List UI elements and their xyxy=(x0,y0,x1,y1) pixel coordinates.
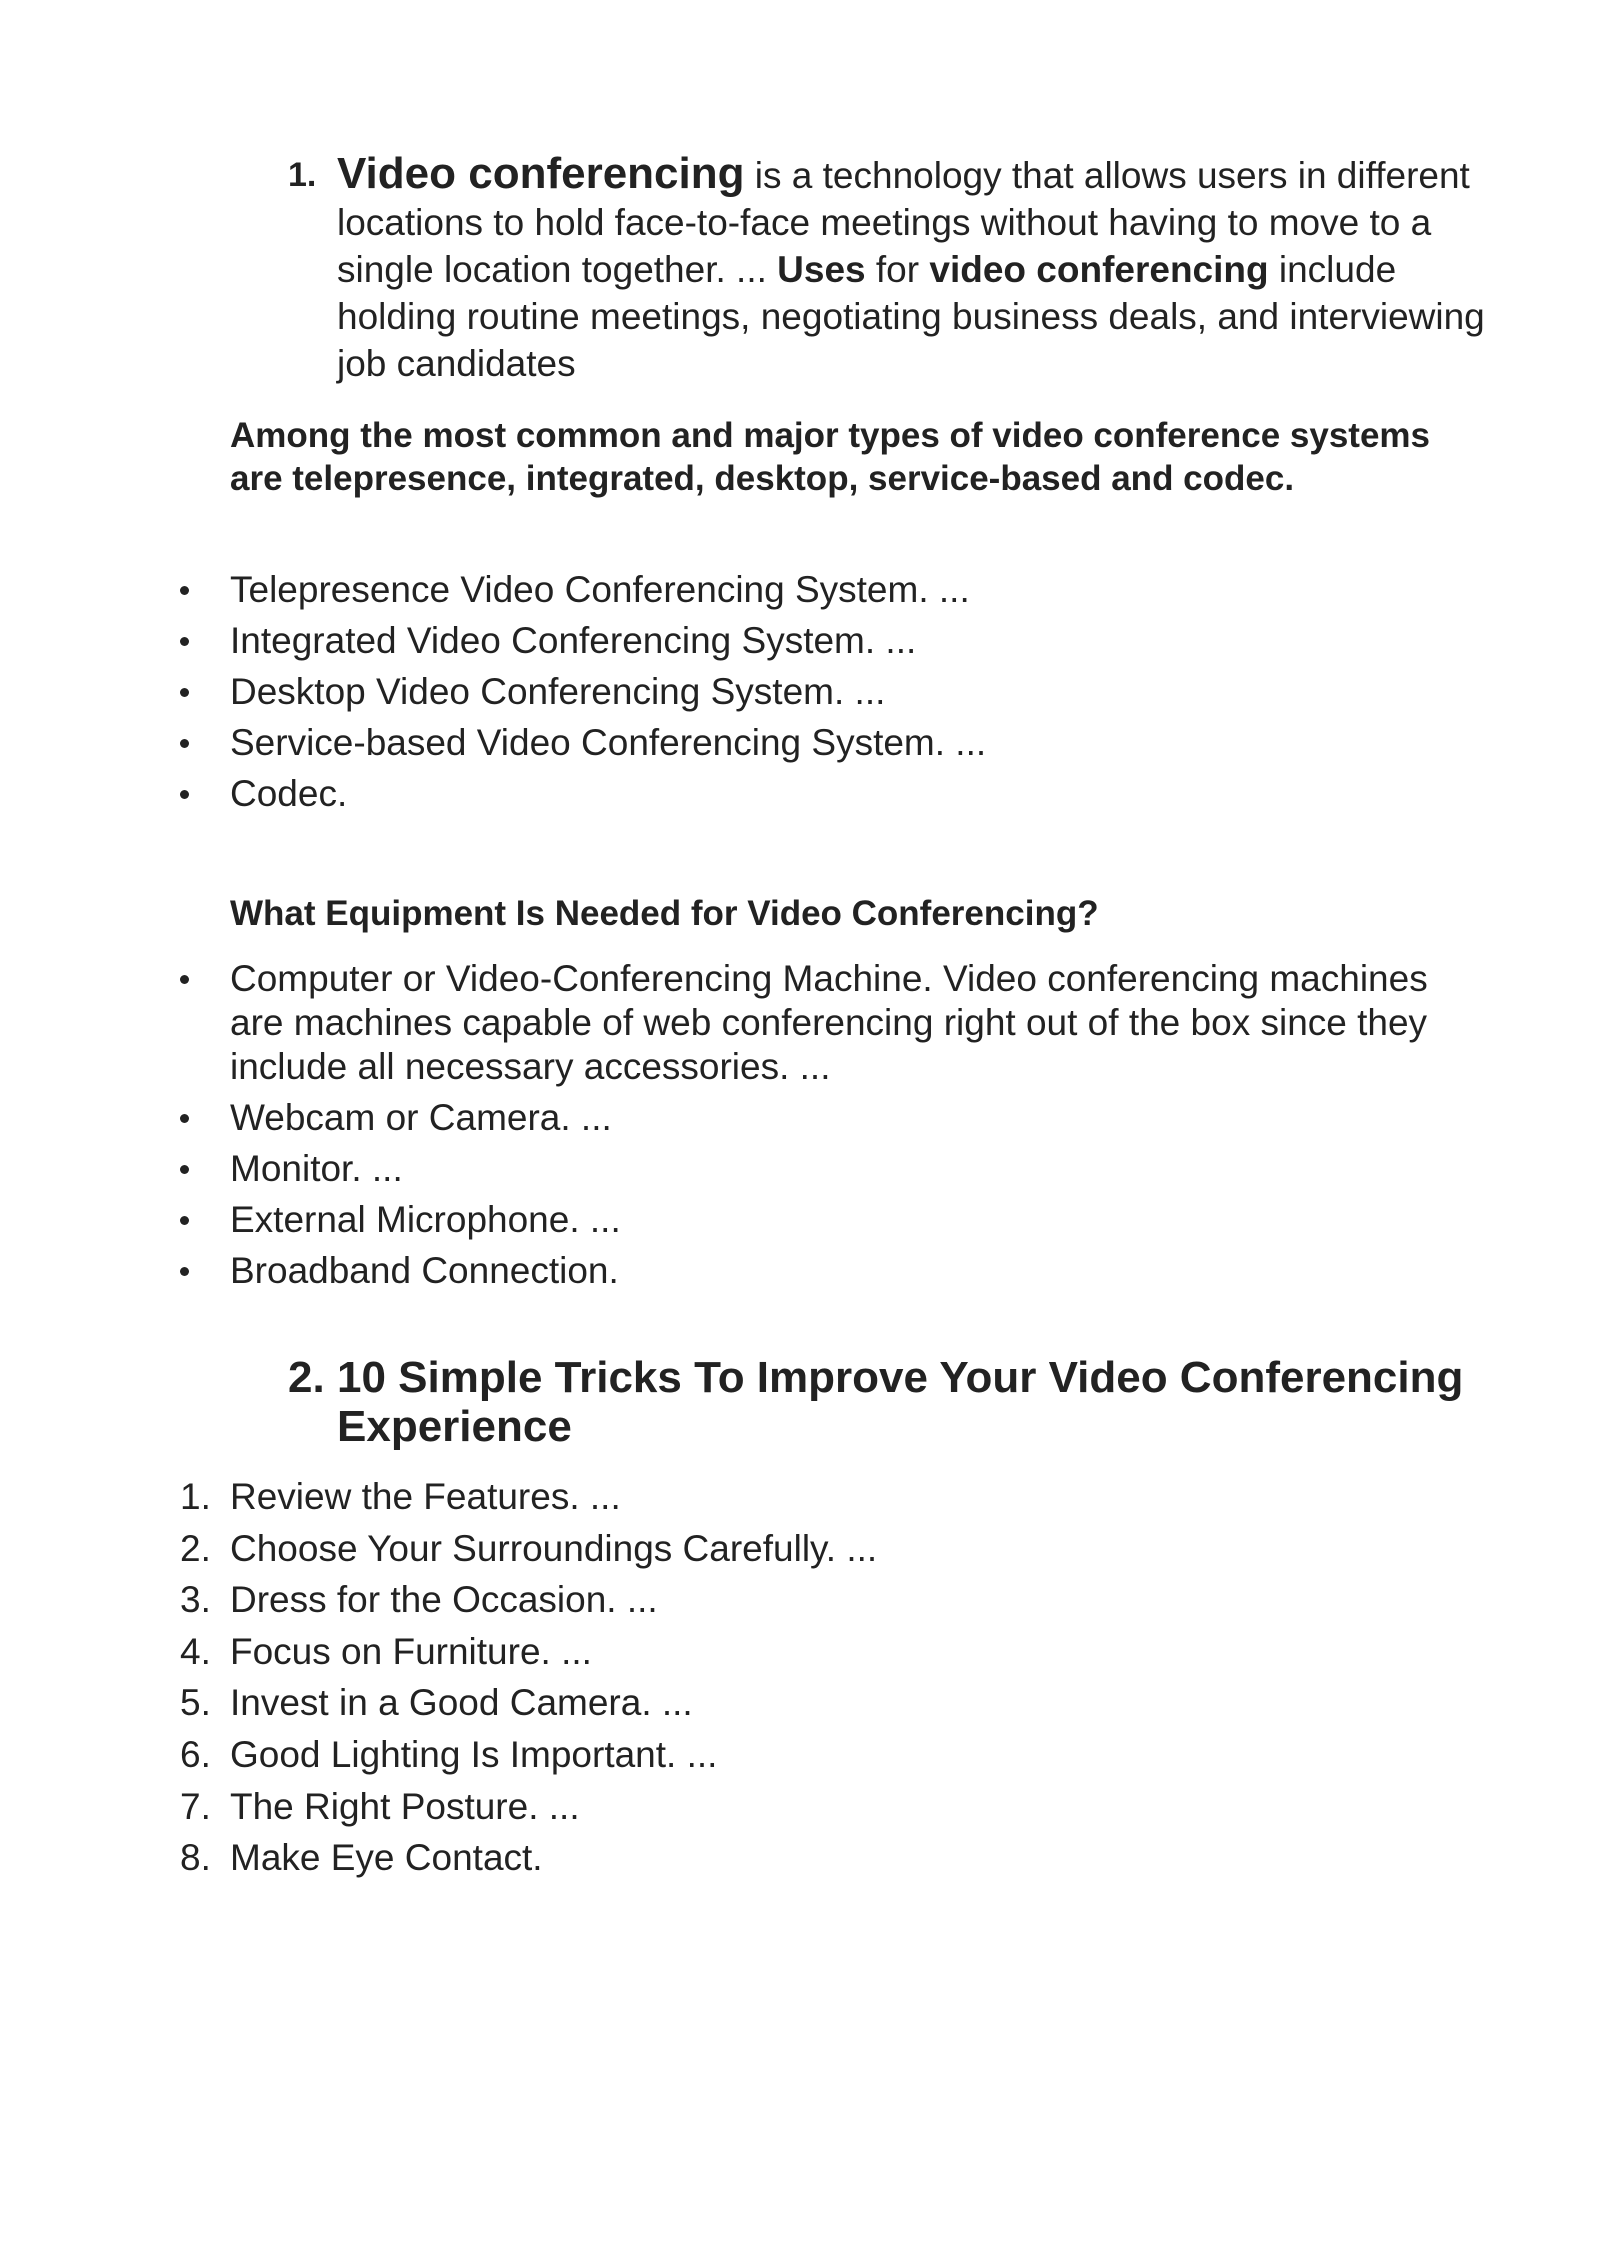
list-item-number: 2. xyxy=(180,1527,211,1569)
bullet-icon xyxy=(180,1216,189,1225)
list-item-text: Monitor. ... xyxy=(230,1148,403,1189)
list-item-text: External Microphone. ... xyxy=(230,1199,621,1240)
section-1-bold-video-conferencing: video conferencing xyxy=(929,249,1269,290)
list-item xyxy=(0,721,1480,765)
list-item-text: Review the Features. ... xyxy=(230,1476,621,1517)
bullet-icon xyxy=(180,975,189,984)
bullet-icon xyxy=(180,790,189,799)
list-item xyxy=(0,1096,1480,1140)
list-item xyxy=(0,568,1480,612)
list-item-text: Good Lighting Is Important. ... xyxy=(230,1733,718,1775)
list-item-number: 3. xyxy=(180,1579,211,1621)
types-list xyxy=(0,568,1480,816)
list-item-text: Integrated Video Conferencing System. ... xyxy=(230,620,917,661)
list-item-text: Codec. xyxy=(230,773,348,814)
section-1-number: 1. xyxy=(288,156,317,194)
section-1-text-part-1: is a technology that allows users in different locations to hold face-to-face meetings without having to move to a single location together. ... xyxy=(337,155,1470,290)
list-item-text: Focus on Furniture. ... xyxy=(230,1630,592,1672)
list-item-number: 5. xyxy=(180,1682,211,1724)
list-item xyxy=(0,619,1480,663)
bullet-icon xyxy=(180,1165,189,1174)
bullet-icon xyxy=(180,1267,189,1276)
equipment-list xyxy=(0,957,1480,1293)
section-1-text-part-2: for xyxy=(865,249,930,290)
equipment-heading: What Equipment Is Needed for Video Conferencing? xyxy=(230,894,1099,933)
list-item-text: Computer or Video-Conferencing Machine. Video conferencing machines are machines capable of web conferencing right out of the box since they include all necessary accessories. ... xyxy=(230,958,1428,1087)
list-item xyxy=(0,670,1480,714)
list-item xyxy=(0,1475,1480,1519)
list-item-text: The Right Posture. ... xyxy=(230,1785,580,1827)
list-item xyxy=(0,1527,1480,1571)
section-1-lead-term: Video conferencing xyxy=(337,149,745,198)
list-item xyxy=(0,1836,1480,1880)
bullet-icon xyxy=(180,637,189,646)
list-item-number: 7. xyxy=(180,1785,211,1827)
list-item-number: 6. xyxy=(180,1733,211,1775)
list-item-text: Dress for the Occasion. ... xyxy=(230,1579,658,1621)
bullet-icon xyxy=(180,586,189,595)
list-item-text: Broadband Connection. xyxy=(230,1250,619,1291)
list-item xyxy=(0,1785,1480,1829)
list-item xyxy=(0,1249,1480,1293)
list-item-text: Make Eye Contact. xyxy=(230,1837,543,1879)
bullet-icon xyxy=(180,688,189,697)
list-item-text: Choose Your Surroundings Carefully. ... xyxy=(230,1527,878,1569)
list-item xyxy=(0,1578,1480,1622)
section-1-paragraph xyxy=(337,150,1497,387)
list-item-text: Webcam or Camera. ... xyxy=(230,1097,612,1138)
list-item xyxy=(0,1198,1480,1242)
list-item-number: 8. xyxy=(180,1837,211,1879)
section-2-heading: 10 Simple Tricks To Improve Your Video Conferencing Experience xyxy=(337,1353,1464,1451)
list-item xyxy=(0,772,1480,816)
section-1-bold-uses: Uses xyxy=(777,249,866,290)
list-item xyxy=(0,1147,1480,1191)
list-item xyxy=(0,1630,1480,1674)
section-1-text-part-3: include holding routine meetings, negotiating business deals, and interviewing job candidates xyxy=(337,249,1485,384)
list-item xyxy=(0,1733,1480,1777)
list-item-text: Service-based Video Conferencing System. ... xyxy=(230,722,987,763)
list-item xyxy=(0,1681,1480,1725)
list-item-number: 1. xyxy=(180,1476,211,1517)
list-item-text: Invest in a Good Camera. ... xyxy=(230,1682,693,1724)
bullet-icon xyxy=(180,739,189,748)
bullet-icon xyxy=(180,1114,189,1123)
types-intro-paragraph: Among the most common and major types of video conference systems are telepresence, integrated, desktop, service-based and codec. xyxy=(230,416,1430,498)
list-item-number: 4. xyxy=(180,1630,211,1672)
section-2-number: 2. xyxy=(288,1353,325,1402)
tips-list xyxy=(0,1475,1480,1880)
list-item-text: Desktop Video Conferencing System. ... xyxy=(230,671,886,712)
list-item xyxy=(0,957,1480,1089)
list-item-text: Telepresence Video Conferencing System. ... xyxy=(230,569,970,610)
